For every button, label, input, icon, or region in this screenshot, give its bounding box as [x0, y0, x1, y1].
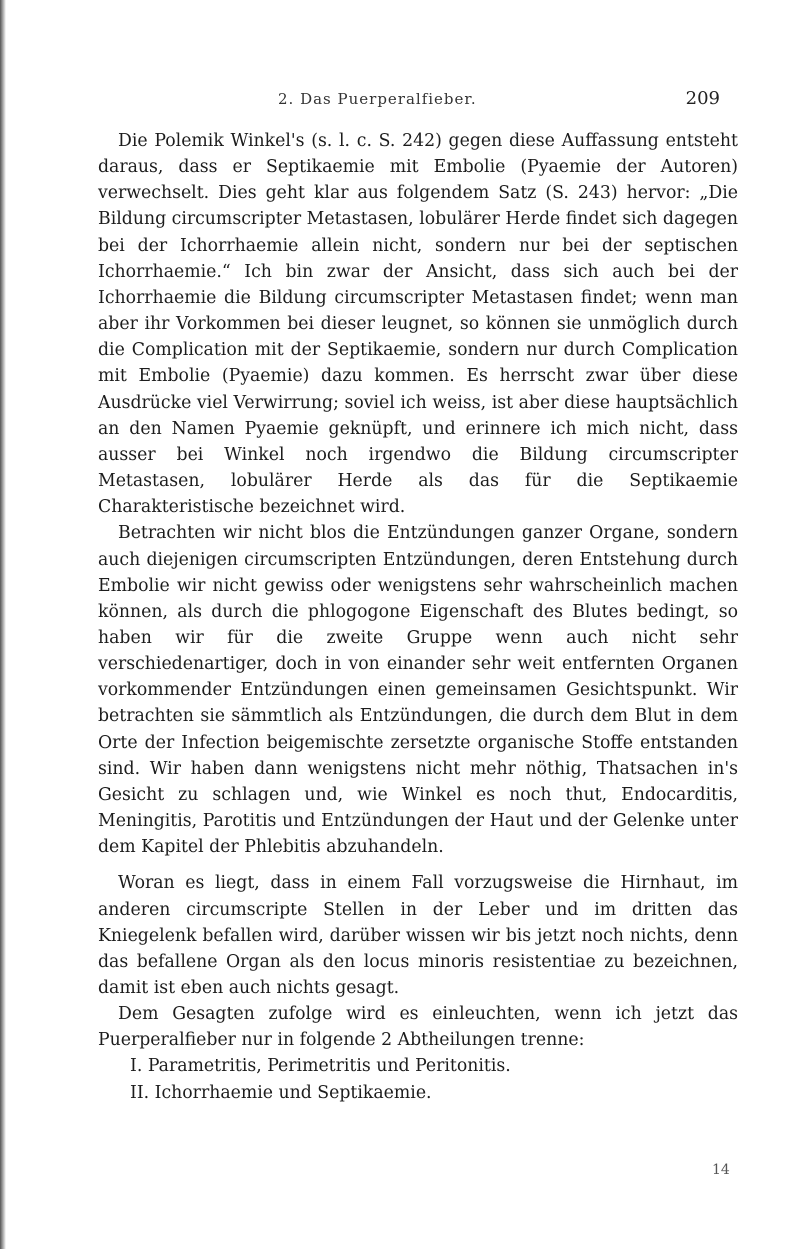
body-text — [98, 128, 738, 1106]
page-header — [250, 88, 720, 112]
paragraph-gesagten: Dem Gesagten zufolge wird es einleuchten, wenn ich jetzt das Puerperalfieber nur in folgende 2 Abtheilungen trenne: — [98, 1004, 738, 1051]
list-item: II. Ichorrhaemie und Septikaemie. — [130, 1082, 432, 1103]
paragraph-woran: Woran es liegt, dass in einem Fall vorzugsweise die Hirnhaut, im anderen circumscripte Stellen in der Leber und im dritten das Kniegelenk befallen wird, darüber wissen wir bis jetzt noch nichts, denn das befallene Organ als den locus minoris resistentiae zu bezeichnen, damit ist eben auch nichts gesagt. — [98, 873, 738, 998]
signature-mark: 14 — [712, 1162, 730, 1178]
paragraph-entzuendungen: Betrachten wir nicht blos die Entzündungen ganzer Organe, sondern auch diejenigen circumscripten Entzündungen, deren Entstehung durch Embolie wir nicht gewiss oder wenigstens sehr wahrscheinlich machen können, als durch die phlogogone Eigenschaft des Blutes bedingt, so haben wir für die zweite Gruppe wenn auch nicht sehr verschiedenartiger, doch in von einander sehr weit entfernten Organen vorkommender Entzündungen einen gemeinsamen Gesichtspunkt. Wir betrachten sie sämmtlich als Entzündungen, die durch dem Blut in dem Orte der Infection beigemischte zersetzte organische Stoffe entstanden sind. Wir haben dann wenigstens nicht mehr nöthig, Thatsachen in's Gesicht zu schlagen und, wie Winkel es noch thut, Endocarditis, Meningitis, Parotitis und Entzündungen der Haut und der Gelenke unter dem Kapitel der Phlebitis abzuhandeln. — [98, 523, 738, 858]
running-head: 2. Das Puerperalfieber. — [278, 90, 477, 108]
paragraph-polemik: Die Polemik Winkel's (s. l. c. S. 242) gegen diese Auffassung entsteht daraus, dass er Septikaemie mit Embolie (Pyaemie der Autoren) verwechselt. Dies geht klar aus folgendem Satz (S. 243) hervor: „Die Bildung circumscripter Metastasen, lobulärer Herde findet sich dagegen bei der Ichorrhaemie allein nicht, sondern nur bei der septischen Ichorrhaemie.“ Ich bin zwar der Ansicht, dass sich auch bei der Ichorrhaemie die Bildung circumscripter Metastasen findet; wenn man aber ihr Vorkommen bei dieser leugnet, so können sie unmöglich durch die Complication mit der Septikaemie, sondern nur durch Complication mit Embolie (Pyaemie) dazu kommen. Es herrscht zwar über diese Ausdrücke viel Verwirrung; soviel ich weiss, ist aber diese hauptsächlich an den Namen Pyaemie geknüpft, und erinnere ich mich nicht, dass ausser bei Winkel noch irgendwo die Bildung circumscripter Metastasen, lobulärer Herde als das für die Septikaemie Charakteristische bezeichnet wird. — [98, 131, 738, 518]
page-number: 209 — [685, 88, 720, 109]
category-list — [98, 1053, 738, 1105]
list-item: I. Parametritis, Perimetritis und Peritonitis. — [130, 1056, 511, 1077]
page-edge-shadow — [0, 0, 6, 1249]
